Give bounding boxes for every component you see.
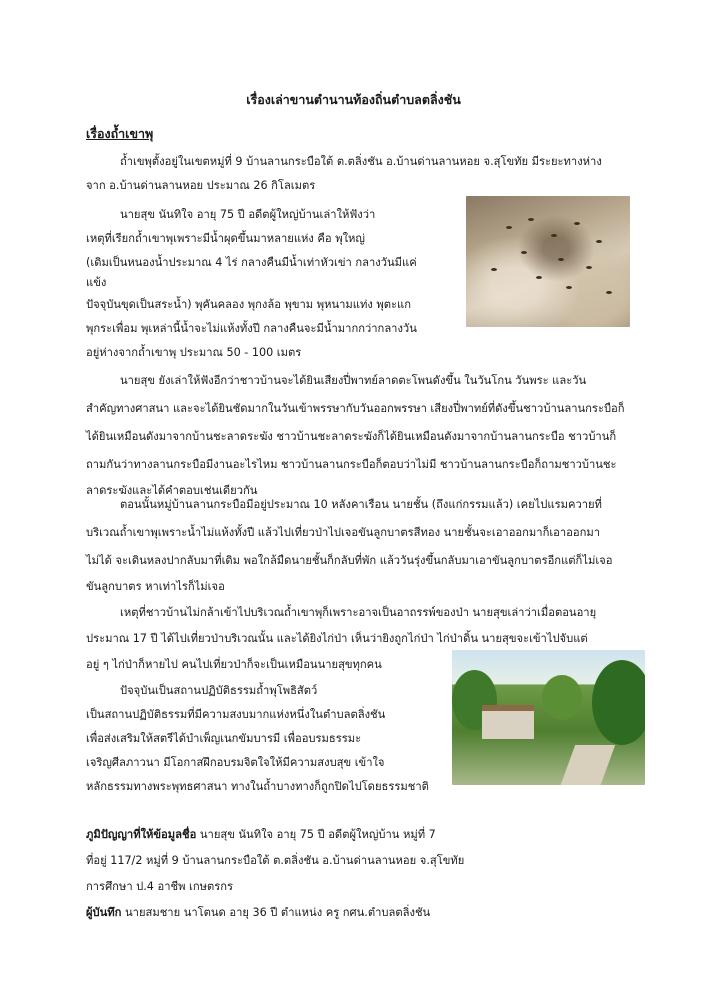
informant-label: ภูมิปัญญาที่ให้ข้อมูลชื่อ <box>86 828 197 841</box>
paragraph-line: นายสุข นันทิใจ อายุ 75 ปี อดีตผู้ใหญ่บ้านเล่าให้ฟังว่า <box>120 208 376 221</box>
paragraph-line: เหตุที่ชาวบ้านไม่กล้าเข้าไปบริเวณถ้ำเขาพุก็เพราะอาจเป็นอาถรรพ์ของป่า นายสุขเล่าว่าเมื่อตอนอายุ <box>120 606 597 619</box>
paragraph-line: ไม่ได้ จะเดินหลงปากลับมาที่เดิม พอใกล้มืดนายชั้นก็กลับที่พัก แล้ววันรุ่งขึ้นกลับมาเอาขันลูกบาตรอีกแต่ก็ไม่เจอ <box>86 554 613 567</box>
paragraph-line: ตอนนั้นหมู่บ้านลานกระบือมีอยู่ประมาณ 10 หลังคาเรือน นายชั้น (ถึงแก่กรรมแล้ว) เคยไปแรมควายที่ <box>120 498 602 511</box>
paragraph-line: เพื่อส่งเสริมให้สตรีได้บำเพ็ญเนกขัมบารมี เพื่ออบรมธรรมะ <box>86 732 362 745</box>
paragraph-line: สำคัญทางศาสนา และจะได้ยินชัดมากในวันเข้าพรรษากับวันออกพรรษา เสียงปี่พาทย์ที่ดังขึ้นชาวบ้านลานกระบือก็ <box>86 402 625 415</box>
cave-bats-photo <box>466 196 630 327</box>
informant-line <box>86 826 436 844</box>
informant-address: ที่อยู่ 117/2 หมู่ที่ 9 บ้านลานกระบือใต้ ต.ตลิ่งชัน อ.บ้านด่านลานหอย จ.สุโขทัย <box>86 854 465 867</box>
recorder-line <box>86 904 430 922</box>
paragraph-line: เป็นสถานปฏิบัติธรรมที่มีความสงบมากแห่งหนึ่งในตำบลตลิ่งชัน <box>86 708 386 721</box>
recorder-label: ผู้บันทึก <box>86 906 122 919</box>
paragraph-line: พุกระเพื่อม พุเหล่านี้น้ำจะไม่แห้งทั้งปี กลางคืนจะมีน้ำมากกว่ากลางวัน <box>86 322 417 335</box>
paragraph-line: บริเวณถ้ำเขาพุเพราะน้ำไม่แห้งทั้งปี แล้วไปเที่ยวป่าไปเจอขันลูกบาตรสีทอง นายชั้นจะเอาออกมาก็เอาออกมา <box>86 526 601 539</box>
section-heading: เรื่องถ้ำเขาพุ <box>86 126 154 141</box>
paragraph-line: ถามกันว่าทางลานกระบือมีงานอะไรไหม ชาวบ้านลานกระบือก็ตอบว่าไม่มี ชาวบ้านลานกระบือก็ถามชาวบ้านชะ <box>86 458 617 471</box>
paragraph-line: ถ้ำเขพุตั้งอยู่ในเขตหมู่ที่ 9 บ้านลานกระบือใต้ ต.ตลิ่งชัน อ.บ้านด่านลานหอย จ.สุโขทัย มีระยะทางห่าง <box>120 155 602 168</box>
paragraph-line: จาก อ.บ้านด่านลานหอย ประมาณ 26 กิโลเมตร <box>86 179 316 192</box>
paragraph-line: เหตุที่เรียกถ้ำเขาพุเพราะมีน้ำผุดขึ้นมาหลายแห่ง คือ พุใหญ่ <box>86 232 365 245</box>
paragraph-line: ลาดระฆังและได้คำตอบเช่นเดียวกัน <box>86 484 258 497</box>
paragraph-line: แข้ง <box>86 276 107 289</box>
informant-text: นายสุข นันทิใจ อายุ 75 ปี อดีตผู้ใหญ่บ้าน หมู่ที่ 7 <box>199 828 436 841</box>
paragraph-line: หลักธรรมทางพระพุทธศาสนา ทางในถ้ำบางทางก็ถูกปิดไปโดยธรรมชาติ <box>86 780 429 793</box>
paragraph-line: อยู่ ๆ ไก่ป่าก็หายไป คนไปเที่ยวป่าก็จะเป็นเหมือนนายสุขทุกคน <box>86 658 382 671</box>
paragraph-line: เจริญศีลภาวนา มีโอกาสฝึกอบรมจิตใจให้มีความสงบสุข เข้าใจ <box>86 756 385 769</box>
paragraph-line: อยู่ห่างจากถ้ำเขาพุ ประมาณ 50 - 100 เมตร <box>86 346 302 359</box>
recorder-text: นายสมชาย นาโตนด อายุ 36 ปี ตำแหน่ง ครู กศน.ตำบลตลิ่งชัน <box>125 906 431 919</box>
temple-garden-photo <box>452 650 645 785</box>
paragraph-line: ได้ยินเหมือนดังมาจากบ้านชะลาดระฆัง ชาวบ้านชะลาดระฆังก็ได้ยินเหมือนดังมาจากบ้านลานกระบือ ชาวบ้านก็ <box>86 430 617 443</box>
paragraph-line: ปัจจุบันเป็นสถานปฏิบัติธรรมถ้ำพุโพธิสัตว์ <box>120 684 318 697</box>
paragraph-line: ปัจจุบันขุดเป็นสระน้ำ) พุคันคลอง พุกงล้อ พุขาม พุหนามแท่ง พุตะแก <box>86 298 411 311</box>
document-title: เรื่องเล่าขานตำนานท้องถิ่นตำบลตลิ่งชัน <box>246 92 461 107</box>
paragraph-line: (เดิมเป็นหนองน้ำประมาณ 4 ไร่ กลางคืนมีน้ำเท่าหัวเข่า กลางวันมีแค่ <box>86 256 417 269</box>
paragraph-line: นายสุข ยังเล่าให้ฟังอีกว่าชาวบ้านจะได้ยินเสียงปี่พาทย์ลาดตะโพนดังขึ้น ในวันโกน วันพระ และวัน <box>120 374 587 387</box>
paragraph-line: ประมาณ 17 ปี ได้ไปเที่ยวป่าบริเวณนั้น และได้ยิงไก่ป่า เห็นว่ายิงถูกไก่ป่า ไก่ป่าดิ้น นายสุขจะเข้าไปจับแต่ <box>86 632 588 645</box>
paragraph-line: ขันลูกบาตร หาเท่าไรก็ไม่เจอ <box>86 580 225 593</box>
informant-education: การศึกษา ป.4 อาชีพ เกษตรกร <box>86 880 234 893</box>
